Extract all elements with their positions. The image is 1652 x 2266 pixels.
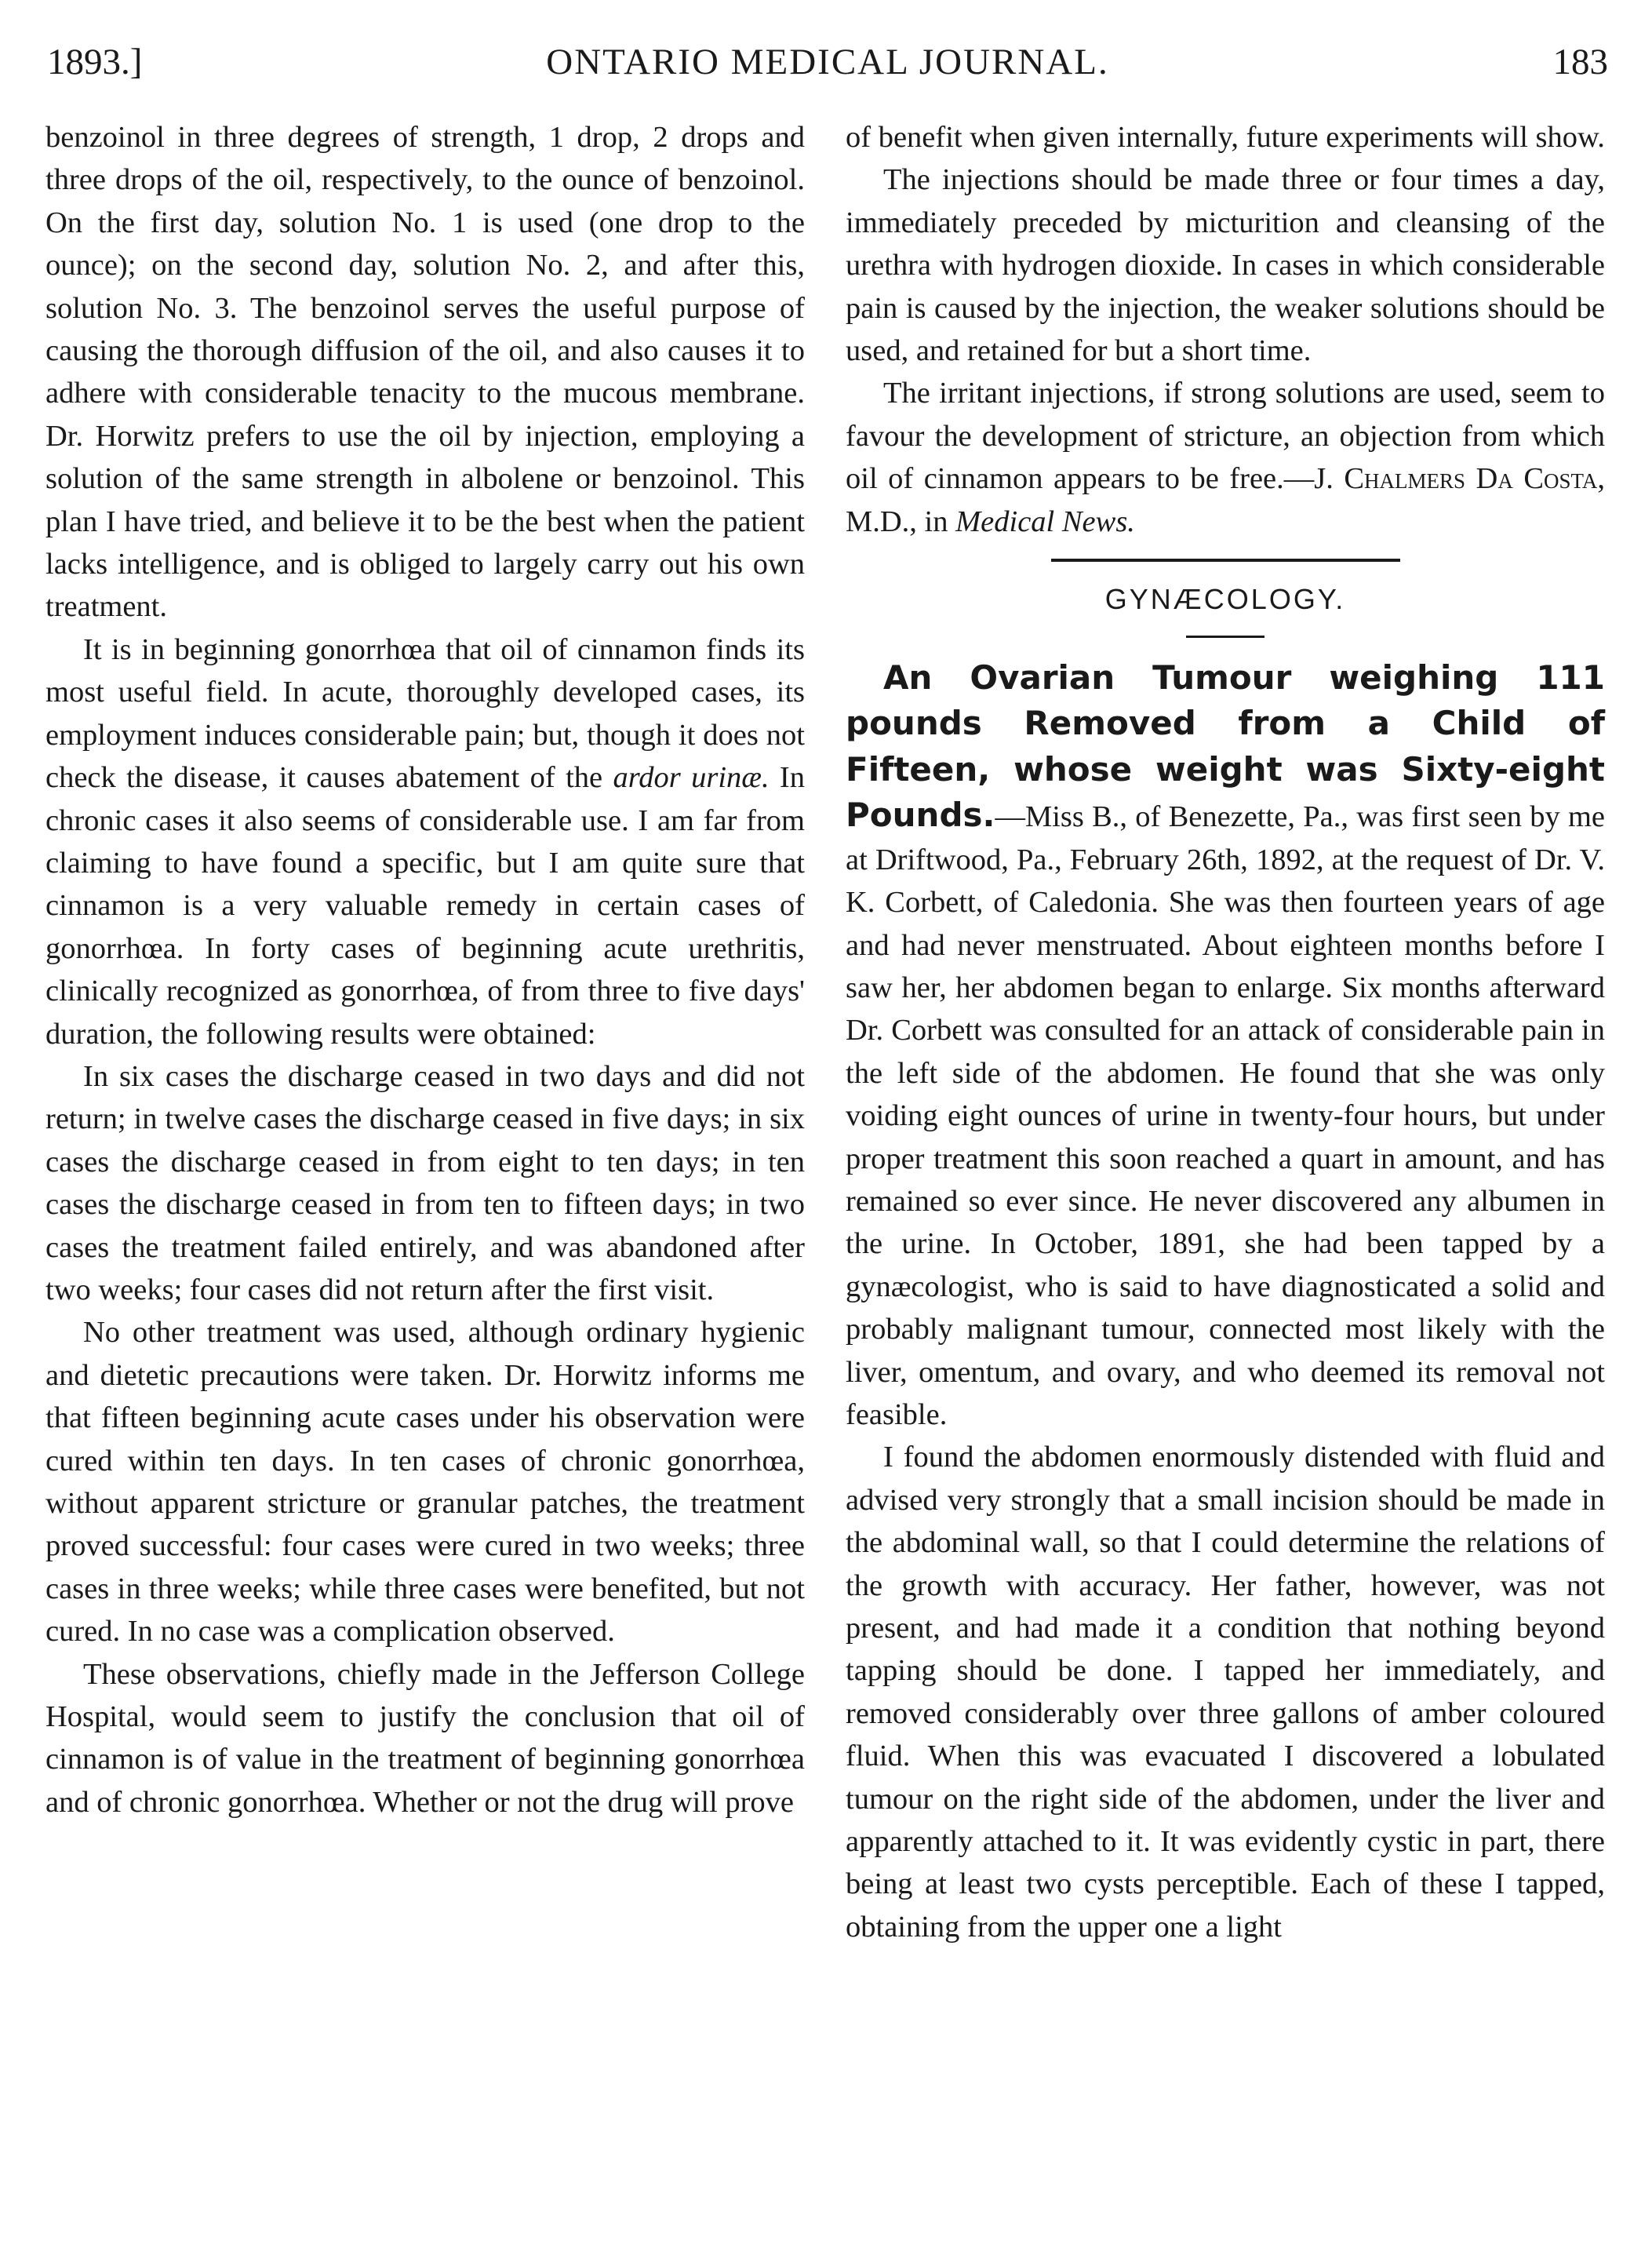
article-paragraph-1 [846,655,1605,1436]
left-paragraph-2-end: In chronic cases it also seems of considerable use. I am far from claiming to have found a specific, but I am quite sure that cinnamon is a very valuable remedy in certain cases of gonorrhœa. In forty cases of beginning acute urethritis, clinically recognized as gonorrhœa, of from three to five days' duration, the following results were obtained: [45,761,805,1051]
left-paragraph-3: In six cases the discharge ceased in two days and did not return; in twelve cases the discharge ceased in five days; in six cases the discharge ceased in from eight to ten days; in ten cases the discharge ceased in from ten to fifteen days; in two cases the treatment failed entirely, and was abandoned after two weeks; four cases did not return after the first visit. [45,1059,805,1306]
article-paragraph-2: I found the abdomen enormously distended with fluid and advised very strongly that a small incision should be made in the abdominal wall, so that I could determine the relations of the growth with accuracy. Her father, however, was not present, and had made it a condition that nothing beyond tapping should be done. I tapped her immediately, and removed considerably over three gallons of amber coloured fluid. When this was evacuated I discovered a lobulated tumour on the right side of the abdomen, under the liver and apparently attached to it. It was evidently cystic in part, there being at least two cysts perceptible. Each of these I tapped, obtaining from the upper one a light [846,1441,1605,1944]
page-number: 183 [1552,42,1608,82]
running-head [47,35,1608,89]
right-paragraph-3-text: The irritant injections, if strong solutions are used, seem to favour the development of stricture, an objection from which oil of cinnamon appears to be free.— [846,377,1605,496]
right-paragraph-3 [846,372,1605,543]
section-heading: GYNÆCOLOGY. [1104,583,1346,616]
section-divider [1051,559,1400,562]
right-column [846,116,1605,1948]
citation-degree: , M.D., in [846,462,1605,538]
left-paragraph-2 [45,628,805,1055]
header-year: 1893.] [47,42,143,82]
right-paragraph-2: The injections should be made three or four times a day, immediately preceded by micturition and cleansing of the urethra with hydrogen dioxide. In cases in which considerable pain is caused by the injection, the weaker solutions should be used, and retained for but a short time. [846,163,1605,368]
left-paragraph-5: These observations, chiefly made in the Jefferson College Hospital, would seem to justify the conclusion that oil of cinnamon is of value in the treatment of beginning gonorrhœa and of chronic gonorrhœa. Whether or not the drug will prove [45,1657,805,1819]
article-title: An Ovarian Tumour weighing 111 pounds Removed from a Child of Fifteen, whose weight was Sixty-eight Pounds. [846,658,1605,835]
ardor-urinae-term: ardor urinæ. [613,761,770,795]
left-column [45,116,805,1823]
heading-underline [1186,636,1264,638]
article-paragraph-1-text: —Miss B., of Benezette, Pa., was first seen by me at Driftwood, Pa., February 26th, 1892, at the request of Dr. V. K. Corbett, of Caledonia. She was then fourteen years of age and had never menstruated. About eighteen months before I saw her, her abdomen began to enlarge. Six months afterward Dr. Corbett was consulted for an attack of considerable pain in the left side of the abdomen. He found that she was only voiding eight ounces of urine in twenty-four hours, but under proper treatment this soon reached a quart in amount, and has remained so ever since. He never discovered any albumen in the urine. In October, 1891, she had been tapped by a gynæcologist, who is said to have diagnosticated a solid and probably malignant tumour, connected most likely with the liver, omentum, and ovary, and who deemed its removal not feasible. [846,800,1605,1431]
citation-source: Medical News. [955,505,1135,538]
citation-author: J. Chalmers Da Costa [1314,462,1598,496]
left-paragraph-2-start: It is in beginning gonorrhœa that oil of cinnamon finds its most useful field. In acute, thoroughly developed cases, its employment induces considerable pain; but, though it does not check the disease, it causes abatement of the [45,632,805,795]
journal-title: ONTARIO MEDICAL JOURNAL. [546,42,1109,82]
left-paragraph-4: No other treatment was used, although ordinary hygienic and dietetic precautions were taken. Dr. Horwitz informs me that fifteen beginning acute cases under his observation were cured within ten days. In ten cases of chronic gonorrhœa, without apparent stricture or granular patches, the treatment proved successful: four cases were cured in two weeks; three cases in three weeks; while three cases were benefited, but not cured. In no case was a complication observed. [45,1316,805,1648]
right-paragraph-1: of benefit when given internally, future experiments will show. [846,121,1605,154]
left-paragraph-1: benzoinol in three degrees of strength, 1 drop, 2 drops and three drops of the oil, respectively, to the ounce of benzoinol. On the first day, solution No. 1 is used (one drop to the ounce); on the second day, solution No. 2, and after this, solution No. 3. The benzoinol serves the useful purpose of causing the thorough diffusion of the oil, and also causes it to adhere with considerable tenacity to the mucous membrane. Dr. Horwitz prefers to use the oil by injection, employing a solution of the same strength in albolene or benzoinol. This plan I have tried, and believe it to be the best when the patient lacks intelligence, and is obliged to largely carry out his own treatment. [45,121,805,624]
